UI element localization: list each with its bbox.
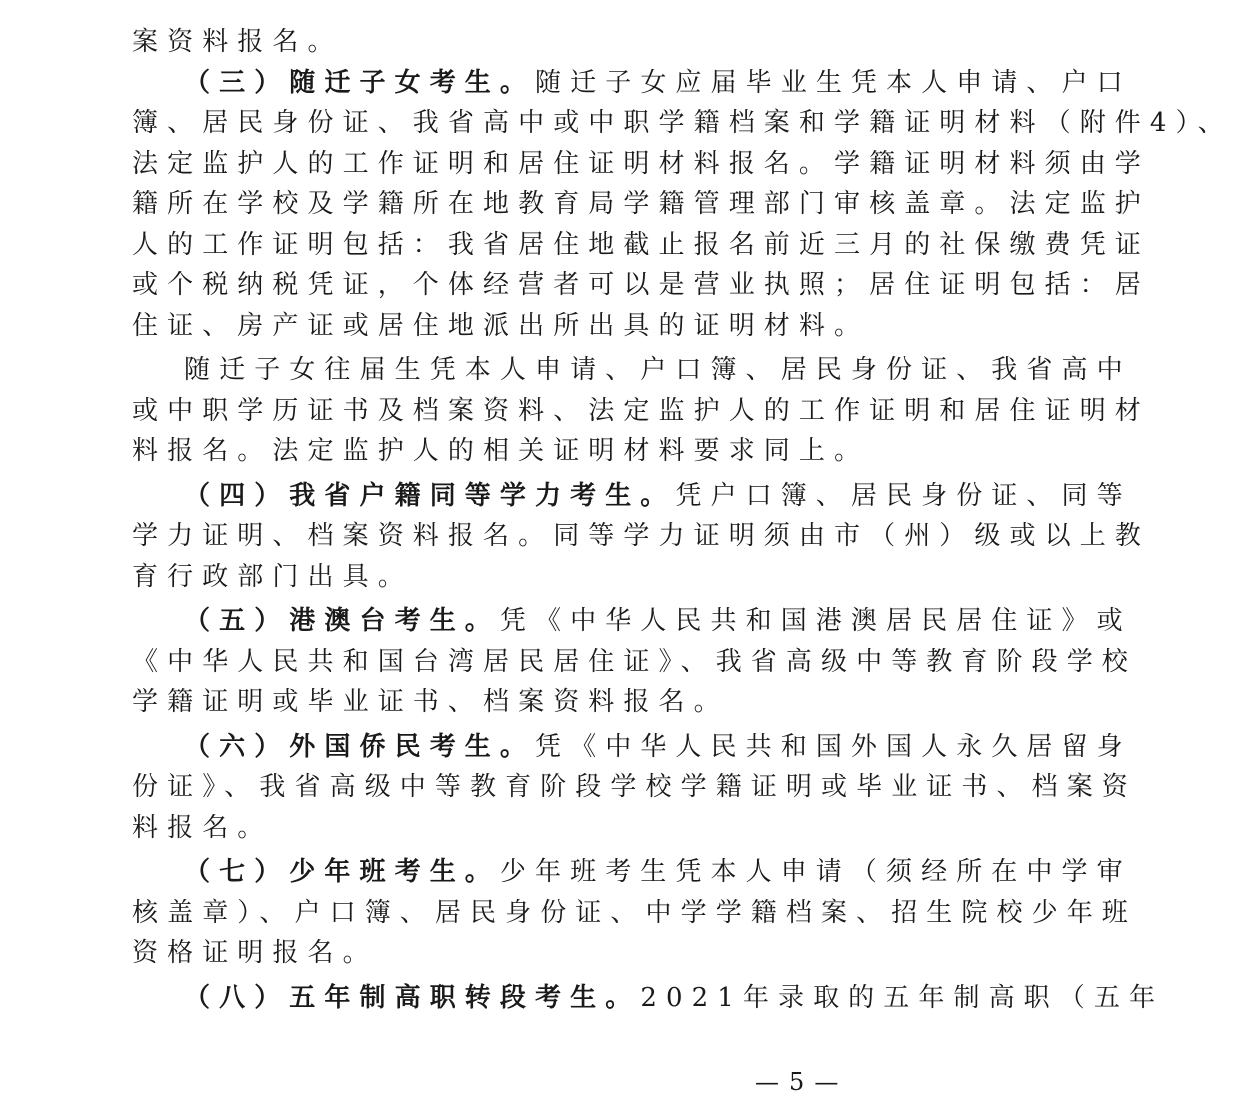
section-heading: （三）随迁子女考生。 [184, 67, 536, 98]
text-line [132, 562, 832, 594]
body-text: 学籍证明或毕业证书、档案资料报名。 [132, 687, 729, 717]
body-text: 凭户口簿、居民身份证、同等 [675, 480, 1132, 511]
body-text: 《中华人民共和国台湾居民居住证》、我省高级中等教育阶段学校 [132, 646, 1137, 677]
body-text: 或个税纳税凭证，个体经营者可以是营业执照；居住证明包括：居 [132, 270, 1150, 300]
text-line [184, 355, 1132, 387]
body-text: 2021年录取的五年制高职（五年 [640, 982, 1165, 1013]
text-line [132, 772, 1137, 804]
body-text: 资格证明报名。 [132, 938, 378, 968]
text-line [184, 731, 1132, 764]
text-line [132, 189, 1150, 221]
text-line [132, 897, 1137, 930]
body-text: 簿、居民身份证、我省高中或中职学籍档案和学籍证明材料（附件4）、 [132, 108, 1233, 138]
text-line [132, 229, 1150, 262]
text-line [132, 436, 870, 468]
body-text: 份证》、我省高级中等教育阶段学校学籍证明或毕业证书、档案资 [132, 772, 1137, 802]
text-line [132, 687, 832, 719]
body-text: 凭《中华人民共和国外国人永久居留身 [535, 731, 1132, 762]
text-line [132, 813, 832, 845]
body-text: 育行政部门出具。 [132, 561, 413, 592]
text-line [184, 982, 1165, 1015]
text-line [132, 270, 1150, 302]
body-text: 凭《中华人民共和国港澳居民居住证》或 [499, 606, 1132, 636]
text-line [132, 521, 1150, 553]
body-text: 籍所在学校及学籍所在地教育局学籍管理部门审核盖章。法定监护 [132, 189, 1150, 219]
text-line [132, 108, 1233, 140]
text-line [132, 938, 832, 970]
body-text: 随迁子女应届毕业生凭本人申请、户口 [535, 67, 1132, 98]
body-text: 或中职学历证书及档案资料、法定监护人的工作证明和居住证明材 [132, 395, 1150, 426]
text-line [132, 310, 870, 343]
text-line [132, 395, 1150, 428]
section-heading: （四）我省户籍同等学力考生。 [184, 480, 676, 511]
text-line [184, 67, 1132, 100]
body-text: 料报名。法定监护人的相关证明材料要求同上。 [132, 436, 870, 466]
section-heading: （五）港澳台考生。 [184, 606, 500, 636]
body-text: 人的工作证明包括：我省居住地截止报名前近三月的社保缴费凭证 [132, 229, 1150, 260]
section-heading: （八）五年制高职转段考生。 [184, 982, 641, 1013]
page-number: — 5 — [755, 1068, 840, 1096]
text-line [132, 148, 1150, 181]
text-line [132, 646, 1137, 679]
body-text: 法定监护人的工作证明和居住证明材料报名。学籍证明材料须由学 [132, 148, 1150, 179]
text-line [184, 606, 1132, 638]
body-text: 学力证明、档案资料报名。同等学力证明须由市（州）级或以上教 [132, 521, 1150, 551]
text-line [132, 27, 832, 59]
body-text: 案资料报名。 [132, 27, 343, 57]
body-text: 随迁子女往届生凭本人申请、户口簿、居民身份证、我省高中 [184, 355, 1132, 385]
text-line [184, 480, 1132, 513]
body-text: 住证、房产证或居住地派出所出具的证明材料。 [132, 310, 870, 341]
body-text: 少年班考生凭本人申请（须经所在中学审 [499, 857, 1132, 887]
body-text: 料报名。 [132, 812, 273, 843]
section-heading: （六）外国侨民考生。 [184, 731, 536, 762]
section-heading: （七）少年班考生。 [184, 857, 500, 887]
text-line [184, 857, 1132, 889]
body-text: 核盖章）、户口簿、居民身份证、中学学籍档案、招生院校少年班 [132, 897, 1137, 928]
